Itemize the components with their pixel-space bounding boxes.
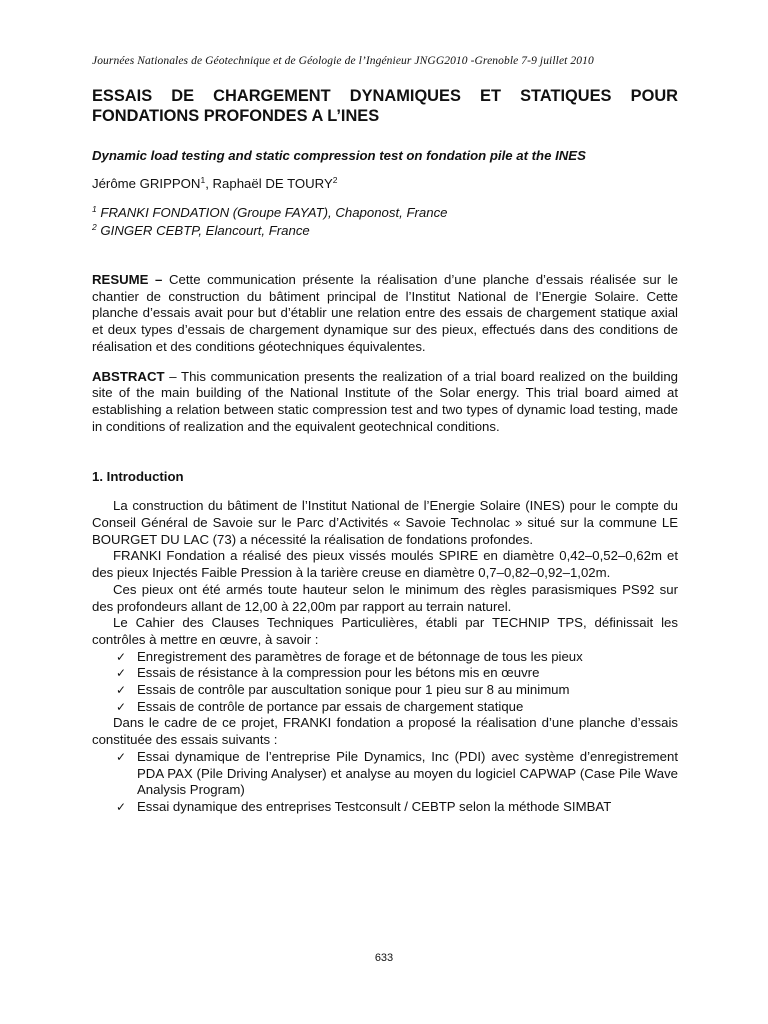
list-item xyxy=(92,682,678,699)
affiliation-marker: 2 xyxy=(92,221,97,232)
author-name: Raphaël DE TOURY xyxy=(212,176,333,191)
page-number: 633 xyxy=(374,952,394,964)
abstract-label: ABSTRACT xyxy=(92,368,165,384)
body-paragraph: Dans le cadre de ce projet, FRANKI fondation a proposé la réalisation d’une planche d’essais constituée des essais suivants : xyxy=(92,715,678,748)
affiliation-text: FRANKI FONDATION (Groupe FAYAT), Chaponost, France xyxy=(100,205,448,220)
body-paragraph: FRANKI Fondation a réalisé des pieux vissés moulés SPIRE en diamètre 0,42–0,52–0,62m et des pieux Injectés Faible Pression à la tarière creuse en diamètre 0,7–0,82–0,92–1,02m. xyxy=(92,548,678,581)
body-paragraph: Le Cahier des Clauses Techniques Particulières, établi par TECHNIP TPS, définissait les contrôles à mettre en œuvre, à savoir : xyxy=(92,615,678,647)
list-item-text: Essai dynamique de l’entreprise Pile Dynamics, Inc (PDI) avec système d’enregistrement PDA PAX (Pile Driving Analyser) et analyse au moyen du logiciel CAPWAP (Case Pile Wave Analysis Program) xyxy=(137,748,678,798)
abstract-paragraph xyxy=(92,369,678,436)
list-item xyxy=(92,699,678,716)
body-paragraph: Ces pieux ont été armés toute hauteur selon le minimum des règles parasismiques PS92 sur des profondeurs allant de 12,00 à 22,00m par rapport au terrain naturel. xyxy=(92,581,678,614)
checkmark-icon: ✓ xyxy=(116,666,127,681)
list-item xyxy=(92,665,678,682)
author-name: Jérôme GRIPPON xyxy=(92,176,201,191)
resume-label: RESUME – xyxy=(92,272,163,287)
affiliation xyxy=(92,222,678,240)
affiliation-marker: 1 xyxy=(92,204,97,214)
main-content xyxy=(92,86,678,816)
abstract-text: – This communication presents the realization of a trial board realized on the building site of the main building of the National Institute of the Solar energy. This trial board aimed at establishing a relation between static compression test and two types of dynamic load testing, made in conditions of realization and the equivalent geotechnical conditions. xyxy=(92,368,678,434)
paper-subtitle: Dynamic load testing and static compression test on fondation pile at the INES xyxy=(92,148,586,163)
author-affiliation-marker: 2 xyxy=(332,175,338,185)
author-separator: , xyxy=(205,176,213,191)
checkmark-icon: ✓ xyxy=(116,683,127,698)
list-item-text: Enregistrement des paramètres de forage et de bétonnage de tous les pieux xyxy=(137,648,583,664)
controls-list xyxy=(92,649,678,716)
paper-title: ESSAIS DE CHARGEMENT DYNAMIQUES ET STATIQUES POUR FONDATIONS PROFONDES A L’INES xyxy=(92,87,678,125)
author-list xyxy=(92,175,678,193)
list-item xyxy=(92,649,678,666)
list-item xyxy=(92,749,678,799)
resume-paragraph xyxy=(92,272,678,356)
affiliation-text: GINGER CEBTP, Elancourt, France xyxy=(100,222,310,238)
checkmark-icon: ✓ xyxy=(116,799,127,814)
list-item-text: Essais de contrôle par auscultation sonique pour 1 pieu sur 8 au minimum xyxy=(137,682,570,698)
checkmark-icon: ✓ xyxy=(116,649,127,664)
section-heading-introduction: 1. Introduction xyxy=(92,469,184,485)
list-item-text: Essais de contrôle de portance par essais de chargement statique xyxy=(137,698,524,714)
resume-text: Cette communication présente la réalisation d’une planche d’essais réalisée sur le chantier de construction du bâtiment principal de l’Institut National de l’Energie Solaire. Cette planche d’essais avait pour but d’établir une relation entre des essais de chargement statique axial et deux types d’essais de chargement dynamique sur des pieux, effectués dans des conditions de réalisation et des conditions géotechniques équivalentes. xyxy=(92,272,678,354)
list-item-text: Essais de résistance à la compression pour les bétons mis en œuvre xyxy=(137,665,540,681)
body-paragraph: La construction du bâtiment de l’Institut National de l’Energie Solaire (INES) pour le compte du Conseil Général de Savoie sur le Parc d’Activités « Savoie Technolac » situé sur la commune LE BOURGET DU LAC (73) a nécessité la réalisation de fondations profondes. xyxy=(92,498,678,547)
checkmark-icon: ✓ xyxy=(116,749,127,764)
running-head: Journées Nationales de Géotechnique et de Géologie de l’Ingénieur JNGG2010 -Grenoble 7-9 juillet 2010 xyxy=(92,55,594,67)
affiliation-list xyxy=(92,204,678,239)
tests-list xyxy=(92,749,678,816)
list-item xyxy=(92,799,678,816)
author-affiliation-marker: 1 xyxy=(200,175,206,185)
checkmark-icon: ✓ xyxy=(116,699,127,714)
affiliation xyxy=(92,204,678,222)
list-item-text: Essai dynamique des entreprises Testconsult / CEBTP selon la méthode SIMBAT xyxy=(137,798,612,814)
